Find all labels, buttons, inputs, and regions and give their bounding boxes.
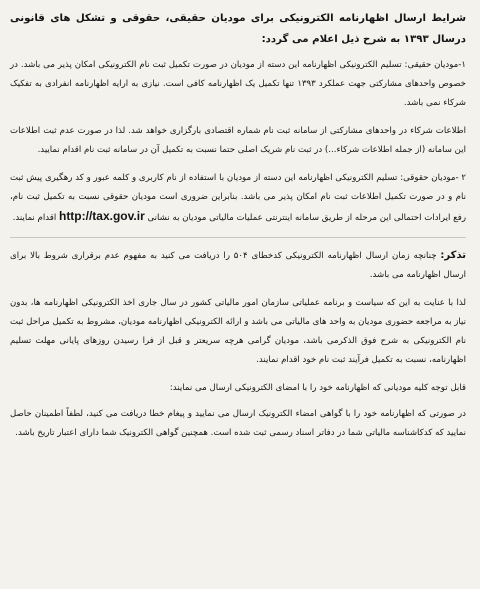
item-individual-text: تسلیم الکترونیکی اظهارنامه این دسته از مودیان در صورت تکمیل ثبت نام الکترونیکی امکان پذیر می باشد. در خصوص واحدهای مشارکتی جهت عملکرد ۱۳۹۳ تنها تکمیل یک اظهارنامه کافی است. نیازی به ارایه اظهارنامه انفرادی به تفکیک شرکاء نمی باشد. [10, 60, 466, 108]
final-paragraph: در صورتی که اظهارنامه خود را با گواهی امضاء الکترونیک ارسال می نمایید و پیغام خطا دریافت می کنید، لطفاً اطمینان حاصل نمایید که کدکاشناسه مالیاتی شما در دفاتر اسناد رسمی ثبت شده است. همچنین گواهی الکترونیک شما دارای اعتبار تاریخ باشد. [10, 409, 466, 438]
item-individual [10, 56, 466, 113]
item-legal [10, 169, 466, 228]
item-partners [10, 122, 466, 160]
tip-text: چنانچه زمان ارسال اظهارنامه الکترونیکی کدخطای ۵۰۴ را دریافت می کنید به مفهوم عدم برقراری شروط بالا برای ارسال اظهارنامه می باشد. [10, 251, 466, 280]
note-paragraph: قابل توجه کلیه مودیانی که اظهارنامه خود را با امضای الکترونیکی ارسال می نمایند: [169, 383, 466, 393]
item-partners-text: اطلاعات شرکاء در واحدهای مشارکتی از سامانه ثبت نام شماره اقتصادی بارگزاری خواهد شد. لذا در صورت عدم ثبت اطلاعات این سامانه (از جمله اطلاعات شرکاء...) در ثبت نام شریک اصلی حتما نسبت به تکمیل آن در سامانه ثبت نام اقدام نمایید. [10, 126, 466, 155]
page-title: شرایط ارسال اظهارنامه الکترونیکی برای مودیان حقیقی، حقوقی و تشکل های قانونی درسال ۱۳۹۳ به شرح ذیل اعلام می گردد: [10, 13, 466, 45]
item-legal-text: تسلیم الکترونیکی اظهارنامه این دسته از مودیان با استفاده از نام کاربری و کلمه عبور و کد رهگیری پیش ثبت نام و در صورت تکمیل اطلاعات ثبت نام امکان پذیر می باشد. بنابراین ضروری است مودیان حقوقی نسبت به تکمیل ثبت نام، رفع ایرادات احتمالی این مرحله از طریق سامانه اینترنتی عملیات مالیاتی مودیان به نشانی [10, 173, 466, 223]
policy-paragraph: لذا با عنایت به این که سیاست و برنامه عملیاتی سازمان امور مالیاتی کشور در سال جاری اخذ الکترونیکی اظهارنامه ها، بدون نیاز به مراجعه حضوری مودیان به واحد های مالیاتی می باشد و ارائه الکترونیکی اظهارنامه مودیان، مشروط به تکمیل مراحل ثبت نام الکترونیکی به شرح فوق الذکرمی باشد، مودیان گرامی هرچه سریعتر و قبل از فرا رسیدن روزهای پایانی مهلت تسلیم اظهارنامه، نسبت به تکمیل فرآیند ثبت نام خود اقدام نمایند. [10, 298, 466, 365]
item-legal-tail: اقدام نمایند. [12, 213, 59, 223]
item-individual-lead: ۱-مودیان حقیقی: [404, 60, 466, 70]
divider [10, 237, 466, 238]
tip-paragraph [10, 246, 466, 285]
tip-label: تذکر: [440, 250, 466, 261]
item-legal-lead: ۲ -مودیان حقوقی: [400, 173, 466, 183]
tax-website-link[interactable]: http://tax.gov.ir [58, 209, 145, 223]
